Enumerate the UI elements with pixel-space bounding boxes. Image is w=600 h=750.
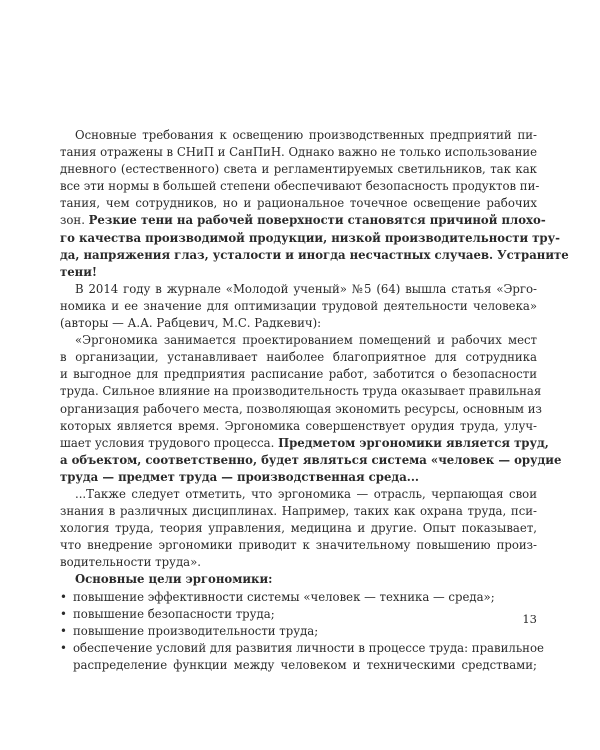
- text-line: водительности труда».: [60, 555, 201, 570]
- text-line: [60, 212, 546, 229]
- list-item: [60, 640, 544, 657]
- list-item: [60, 589, 537, 606]
- text-line-bold: го качества производимой продукции, низкой производительности тру-: [60, 230, 560, 245]
- text-line-bold: тени!: [60, 264, 98, 279]
- list-item-continuation: распределение функции между человеком и техническими средствами;: [73, 657, 537, 672]
- text-line: дневного (естественного) света и регламентируемых светильников, так как: [60, 162, 537, 177]
- list-item: [60, 606, 537, 623]
- list-item: [60, 623, 537, 640]
- paragraph-article: [60, 281, 537, 332]
- text-line: тания, чем сотрудников, но и рациональное точечное освещение рабочих: [60, 196, 537, 211]
- text-line: [60, 435, 549, 452]
- page-body: [60, 127, 569, 674]
- list-item-text: повышение производительности труда;: [73, 623, 319, 638]
- text-plain: зон.: [60, 213, 89, 228]
- text-line: что внедрение эргономики приводит к значительному повышению произ-: [60, 538, 537, 553]
- text-line: Основные требования к освещению производственных предприятий пи-: [75, 128, 537, 142]
- paragraph-lighting: [60, 127, 569, 281]
- list-item-text: повышение безопасности труда;: [73, 606, 275, 621]
- bullet-icon: •: [60, 589, 67, 604]
- text-line: организация рабочего места, позволяющая экономить ресурсы, основным из: [60, 401, 542, 416]
- text-line-bold: а объектом, соответственно, будет являться система «человек — орудие: [60, 452, 562, 467]
- page-number: 13: [522, 612, 537, 626]
- text-bold: Резкие тени на рабочей поверхности становятся причиной плохо-: [88, 213, 546, 228]
- text-line: знания в различных дисциплинах. Например, таких как охрана труда, пси-: [60, 504, 537, 519]
- goals-heading: Основные цели эргономики:: [75, 572, 273, 587]
- paragraph-quote-continued: [60, 486, 537, 571]
- text-line: хология труда, теория управления, медицина и другие. Опыт показывает,: [60, 521, 537, 536]
- text-plain: шает условия трудового процесса.: [60, 435, 279, 450]
- bullet-icon: •: [60, 623, 67, 638]
- text-line: В 2014 году в журнале «Молодой ученый» №5 (64) вышла статья «Эрго-: [75, 281, 537, 296]
- list-item-text: обеспечение условий для развития личности в процессе труда: правильное: [73, 640, 544, 655]
- paragraph-quote: [60, 332, 562, 486]
- text-line: «Эргономика занимается проектированием помещений и рабочих мест: [75, 333, 537, 348]
- text-line: тания отражены в СНиП и СанПиН. Однако важно не только использование: [60, 145, 538, 160]
- ergonomics-goals: [60, 571, 544, 674]
- text-line: в организации, устанавливает наиболее благоприятное для сотрудника: [60, 350, 537, 365]
- text-line: которых является время. Эргономика совершенствует орудия труда, улуч-: [60, 418, 537, 433]
- text-bold: Предметом эргономики является труд,: [278, 435, 549, 450]
- bullet-icon: •: [60, 640, 67, 655]
- text-line-bold: да, напряжения глаз, усталости и иногда несчастных случаев. Устраните: [60, 247, 569, 262]
- text-line-bold: труда — предмет труда — производственная среда...: [60, 469, 419, 484]
- list-item-text: повышение эффективности системы «человек — техника — среда»;: [73, 589, 495, 604]
- text-line: все эти нормы в большей степени обеспечивают безопасность продуктов пи-: [60, 179, 540, 194]
- text-line: ...Также следует отметить, что эргономика — отрасль, черпающая свои: [75, 486, 537, 501]
- text-line: (авторы — А.А. Рабцевич, М.С. Радкевич):: [60, 316, 322, 331]
- bullet-icon: •: [60, 606, 67, 621]
- text-line: и выгодное для предприятия расписание работ, заботится о безопасности: [60, 367, 537, 382]
- text-line: номика и ее значение для оптимизации трудовой деятельности человека»: [60, 298, 537, 313]
- text-line: труда. Сильное влияние на производительность труда оказывает правильная: [60, 384, 542, 399]
